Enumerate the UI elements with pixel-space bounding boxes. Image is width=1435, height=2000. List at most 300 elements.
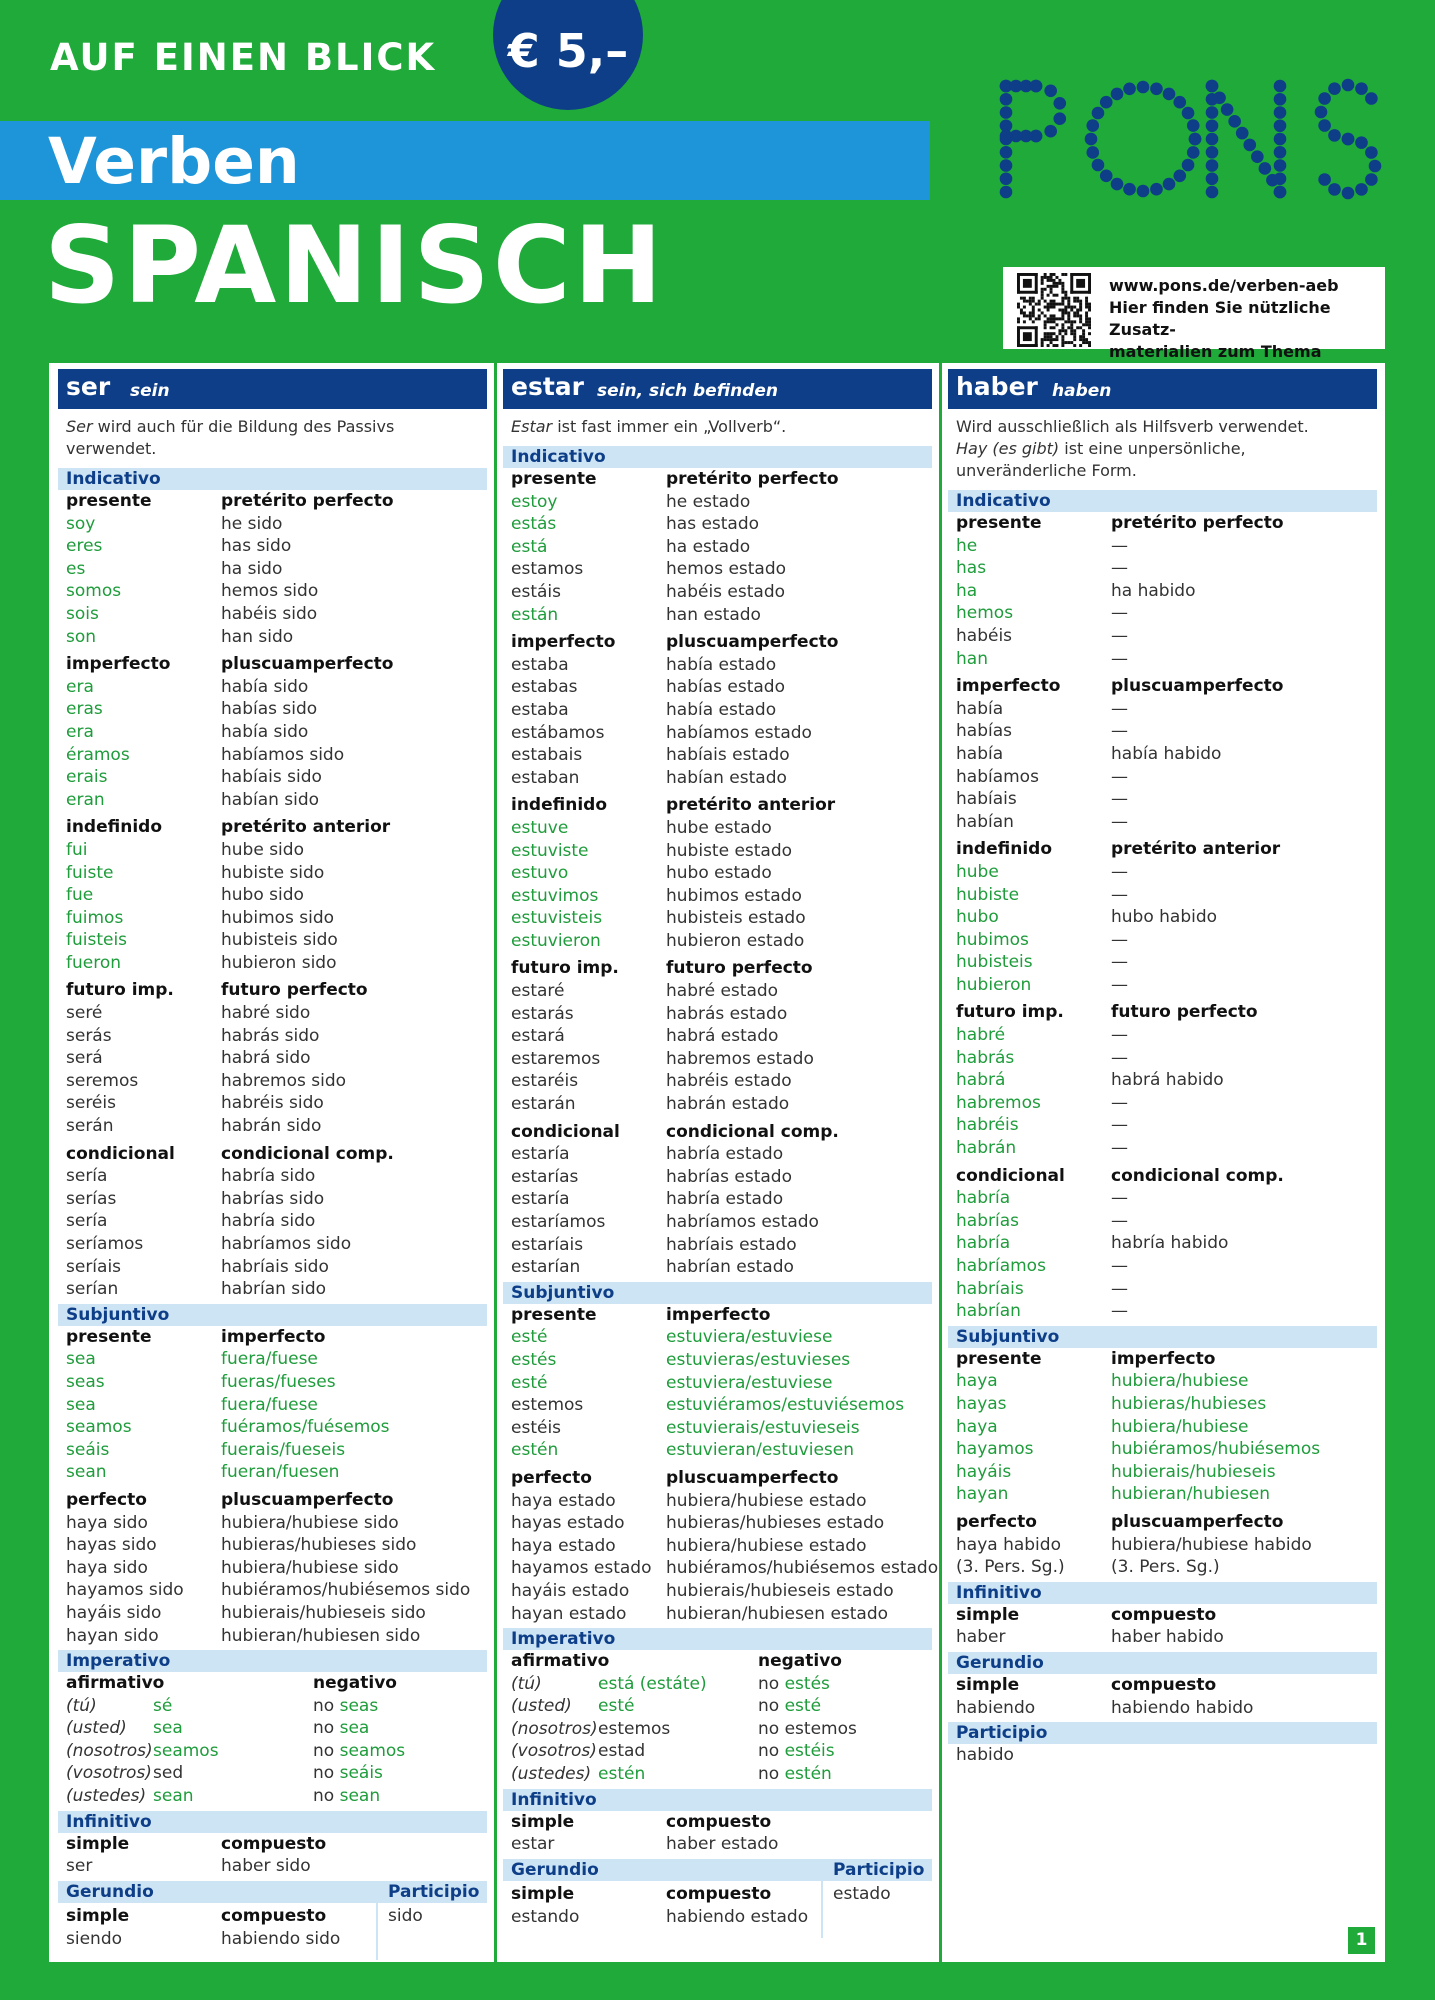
conjugation-form: he sido: [221, 513, 283, 534]
conjugation-form: estuvo: [511, 863, 569, 884]
section-header-indicativo: Indicativo: [503, 446, 932, 468]
tense-name: imperfecto: [1111, 1348, 1216, 1369]
conjugation-form: estemos: [511, 1395, 584, 1416]
conjugation-row: [948, 1047, 1377, 1070]
form-label: compuesto: [666, 1811, 772, 1832]
conjugation-form: hubiera/hubiese estado: [666, 1535, 867, 1556]
conjugation-row: [948, 743, 1377, 766]
conjugation-row: [58, 1210, 487, 1233]
tense-name: condicional comp.: [666, 1121, 839, 1142]
conjugation-form: hubiera/hubiese: [1111, 1416, 1249, 1437]
conjugation-form: hubiera/hubiese sido: [221, 1557, 399, 1578]
conjugation-form: habrás estado: [666, 1003, 788, 1024]
tense-header-row: [948, 838, 1377, 861]
conjugation-form: hayas sido: [66, 1535, 157, 1556]
conjugation-form: he: [956, 535, 978, 556]
conjugation-form: sería: [66, 1211, 108, 1232]
infinitive-form: haber: [956, 1627, 1006, 1648]
conjugation-form: estén: [511, 1440, 559, 1461]
conjugation-row: [58, 1602, 487, 1625]
imperativo-header-row: [503, 1650, 932, 1673]
negation-word: no: [313, 1786, 340, 1807]
conjugation-form: habrían estado: [666, 1257, 794, 1278]
conjugation-row: [503, 1535, 932, 1558]
conjugation-form: estarás: [511, 1003, 574, 1024]
conjugation-form: hayamos estado: [511, 1558, 652, 1579]
tense-name: pretérito perfecto: [1111, 513, 1284, 533]
gerundio-header-row: [58, 1905, 372, 1928]
infinitive-form: ser: [66, 1856, 93, 1877]
imperativo-form: estén: [598, 1764, 646, 1785]
note-italic: Hay (es gibt): [956, 439, 1060, 458]
conjugation-form: ha habido: [1111, 580, 1196, 601]
conjugation-form: hubieron: [956, 974, 1032, 995]
tense-header-row: [58, 1489, 487, 1512]
tense-name: futuro imp.: [66, 980, 174, 1001]
tense-header-row: [948, 1165, 1377, 1188]
conjugation-form: hubiste estado: [666, 840, 793, 861]
conjugation-form: hubiéramos/hubiésemos sido: [221, 1580, 471, 1601]
conjugation-form: —: [1111, 952, 1128, 973]
conjugation-form: —: [1111, 558, 1128, 579]
tense-name: imperfecto: [66, 654, 171, 675]
form-label: compuesto: [221, 1905, 327, 1926]
conjugation-row: [58, 1047, 487, 1070]
negative-form: [758, 1673, 830, 1696]
conjugation-row: [58, 1115, 487, 1138]
conjugation-form: hubisteis: [956, 952, 1033, 973]
conjugation-row: [948, 1210, 1377, 1233]
conjugation-form: hubo sido: [221, 885, 304, 906]
conjugation-form: estaríais: [511, 1234, 584, 1255]
verb-title-bar: [948, 369, 1377, 409]
imperativo-row: [503, 1763, 932, 1786]
section-header-imperativo: Imperativo: [503, 1628, 932, 1650]
conjugation-form: seré: [66, 1003, 103, 1024]
conjugation-form: habréis estado: [666, 1071, 792, 1092]
conjugation-row: [503, 1580, 932, 1603]
participio-divider: [821, 1859, 823, 1938]
tense-name: imperfecto: [666, 1304, 771, 1325]
form-label: simple: [511, 1883, 575, 1904]
conjugation-form: fue: [66, 885, 94, 906]
gerundio-header-row: [503, 1883, 817, 1906]
conjugation-form: hubierais/hubieseis sido: [221, 1602, 426, 1623]
conjugation-row: [58, 535, 487, 558]
conjugation-form: fuiste: [66, 862, 114, 883]
conjugation-form: hubimos sido: [221, 907, 335, 928]
tense-name: presente: [511, 469, 597, 489]
tense-name: condicional comp.: [1111, 1165, 1284, 1186]
imperativo-row: [503, 1673, 932, 1696]
conjugation-form: estuvimos: [511, 885, 599, 906]
negative-verb: estéis: [784, 1741, 835, 1762]
conjugation-form: estaban: [511, 767, 580, 788]
conjugation-row: [503, 1512, 932, 1535]
conjugation-row: [948, 1534, 1377, 1557]
conjugation-row: [58, 1188, 487, 1211]
conjugation-form: será: [66, 1048, 103, 1069]
infinitivo-row: [58, 1855, 487, 1878]
conjugation-form: estaría: [511, 1189, 570, 1210]
imperativo-form: esté: [598, 1696, 635, 1717]
page-number: 1: [1348, 1927, 1375, 1954]
negative-verb: estemos: [784, 1718, 857, 1739]
conjugation-form: ha: [956, 580, 978, 601]
conjugation-form: haya sido: [66, 1557, 148, 1578]
conjugation-row: [503, 1326, 932, 1349]
conjugation-form: fui: [66, 839, 88, 860]
conjugation-form: fueron: [66, 952, 122, 973]
form-label: simple: [956, 1674, 1020, 1695]
conjugation-form: eran: [66, 789, 105, 810]
conjugation-form: seas: [66, 1371, 105, 1392]
conjugation-form: esté: [511, 1372, 548, 1393]
conjugation-row: [503, 980, 932, 1003]
verb-translation: sein: [130, 381, 170, 401]
conjugation-form: hemos: [956, 603, 1014, 624]
conjugation-form: esté: [511, 1327, 548, 1348]
conjugation-row: [58, 1025, 487, 1048]
conjugation-row: [948, 1483, 1377, 1506]
conjugation-row: [503, 862, 932, 885]
negation-word: no: [758, 1764, 785, 1785]
tense-name: presente: [956, 513, 1042, 533]
conjugation-row: [58, 952, 487, 975]
conjugation-row: [948, 861, 1377, 884]
gerund-form: estando: [511, 1906, 580, 1927]
conjugation-form: haya estado: [511, 1490, 616, 1511]
negative-form: [758, 1695, 821, 1718]
conjugation-form: serás: [66, 1025, 112, 1046]
conjugation-form: estuvieron: [511, 930, 601, 951]
conjugation-form: has estado: [666, 514, 760, 535]
form-label: simple: [66, 1833, 130, 1854]
conjugation-row: [948, 580, 1377, 603]
negation-word: no: [313, 1740, 340, 1761]
conjugation-row: [58, 721, 487, 744]
conjugation-form: hayas: [956, 1393, 1007, 1414]
conjugation-form: estaría: [511, 1144, 570, 1165]
tense-name: pluscuamperfecto: [1111, 676, 1284, 697]
conjugation-form: habrás: [956, 1047, 1015, 1068]
qr-url[interactable]: www.pons.de/verben-aeb: [1109, 276, 1339, 295]
conjugation-form: había habido: [1111, 743, 1222, 764]
conjugation-row: [58, 1416, 487, 1439]
header-tagline: AUF EINEN BLICK: [50, 36, 437, 79]
conjugation-form: fuisteis: [66, 930, 128, 951]
conjugation-row: [948, 1556, 1377, 1579]
tense-header-row: [58, 1143, 487, 1166]
tense-header-row: [503, 1121, 932, 1144]
negative-form: [313, 1740, 405, 1763]
conjugation-row: [948, 1187, 1377, 1210]
conjugation-row: [58, 1579, 487, 1602]
conjugation-form: habíais sido: [221, 767, 322, 788]
conjugation-form: estábamos: [511, 722, 605, 743]
conjugation-form: estoy: [511, 491, 558, 512]
conjugation-form: habían estado: [666, 767, 787, 788]
conjugation-form: hemos estado: [666, 559, 787, 580]
conjugation-row: [948, 1278, 1377, 1301]
tense-name: pluscuamperfecto: [221, 654, 394, 675]
conjugation-form: es: [66, 558, 86, 579]
conjugation-row: [503, 676, 932, 699]
conjugation-form: habrá estado: [666, 1026, 779, 1047]
conjugation-form: estará: [511, 1026, 565, 1047]
conjugation-row: [58, 1439, 487, 1462]
conjugation-form: estuve: [511, 817, 569, 838]
conjugation-form: habrían: [956, 1301, 1021, 1322]
conjugation-form: habríamos estado: [666, 1212, 819, 1232]
conjugation-form: hayáis estado: [511, 1580, 630, 1601]
pronoun: (usted): [511, 1696, 572, 1717]
conjugation-form: habéis estado: [666, 581, 786, 602]
negation-word: no: [758, 1718, 785, 1739]
conjugation-row: [58, 1348, 487, 1371]
negative-verb: esté: [784, 1696, 822, 1717]
conjugation-row: [503, 1143, 932, 1166]
conjugation-form: habríamos sido: [221, 1234, 352, 1254]
imperativo-header-row: [58, 1672, 487, 1695]
conjugation-form: estarán: [511, 1094, 576, 1115]
conjugation-form: están: [511, 604, 559, 625]
negation-word: no: [758, 1673, 785, 1694]
conjugation-row: [503, 1439, 932, 1462]
conjugation-row: [503, 1394, 932, 1417]
tense-name: pretérito anterior: [1111, 839, 1281, 860]
conjugation-form: habrían sido: [221, 1279, 327, 1300]
imperativo-row: [58, 1695, 487, 1718]
conjugation-form: —: [1111, 974, 1128, 995]
conjugation-form: —: [1111, 929, 1128, 950]
conjugation-row: [58, 1512, 487, 1535]
conjugation-row: [948, 720, 1377, 743]
tense-name: pretérito anterior: [666, 795, 836, 816]
conjugation-form: hubieras/hubieses estado: [666, 1513, 885, 1534]
conjugation-form: hubimos: [956, 929, 1029, 950]
conjugation-form: —: [1111, 1092, 1128, 1113]
conjugation-row: [58, 558, 487, 581]
verb-title-bar: [503, 369, 932, 409]
conjugation-row: [503, 1003, 932, 1026]
imperativo-col: negativo: [758, 1651, 842, 1672]
section-header-gerundio: Gerundio: [503, 1859, 825, 1881]
conjugation-form: estáis: [511, 581, 561, 602]
conjugation-form: fueran/fuesen: [221, 1462, 340, 1483]
conjugation-form: habrán estado: [666, 1094, 790, 1115]
gerundio-row: [58, 1928, 372, 1951]
section-header-indicativo: Indicativo: [58, 468, 487, 490]
negative-form: [313, 1717, 369, 1740]
conjugation-row: [58, 884, 487, 907]
conjugation-form: había: [956, 698, 1004, 719]
conjugation-form: sea: [66, 1349, 96, 1370]
conjugation-form: hubiéramos/hubiésemos estado: [666, 1558, 939, 1579]
conjugation-form: soy: [66, 513, 96, 534]
participle-form: habido: [956, 1745, 1014, 1766]
gerundio-participio-block: [58, 1881, 487, 1960]
conjugation-row: [948, 1232, 1377, 1255]
tense-name: imperfecto: [221, 1326, 326, 1347]
verb-title-bar: [58, 369, 487, 409]
conjugation-row: [503, 1234, 932, 1257]
conjugation-form: estéis: [511, 1417, 562, 1438]
infinitive-form: estar: [511, 1834, 555, 1855]
conjugation-form: haya habido: [956, 1534, 1061, 1555]
section-header-indicativo: Indicativo: [948, 490, 1377, 512]
conjugation-form: habría: [956, 1188, 1011, 1209]
conjugation-form: —: [1111, 861, 1128, 882]
imperativo-form: sed: [153, 1763, 184, 1784]
negative-form: [313, 1785, 380, 1808]
conjugation-row: [58, 839, 487, 862]
conjugation-form: serán: [66, 1116, 114, 1137]
pronoun: (vosotros): [511, 1741, 597, 1762]
conjugation-form: hubierais/hubieseis: [1111, 1461, 1276, 1482]
tense-name: pretérito perfecto: [221, 491, 394, 511]
conjugation-row: [58, 1256, 487, 1279]
conjugation-form: habías sido: [221, 699, 318, 720]
participio-row: [380, 1905, 479, 1928]
tense-header-row: [948, 1001, 1377, 1024]
section-header-gerundio: Gerundio: [948, 1652, 1377, 1674]
conjugation-row: [503, 1070, 932, 1093]
conjugation-form: estuvierais/estuvieseis: [666, 1417, 860, 1438]
conjugation-form: había: [956, 743, 1004, 764]
conjugation-form: había sido: [221, 721, 309, 742]
conjugation-form: —: [1111, 1301, 1128, 1322]
conjugation-form: —: [1111, 766, 1128, 787]
imperativo-form: estad: [598, 1741, 646, 1762]
negative-verb: seas: [339, 1695, 379, 1716]
conjugation-form: son: [66, 626, 97, 647]
qr-desc-2: materialien zum Thema: [1109, 342, 1322, 361]
gerundio-participio-block: [503, 1859, 932, 1938]
form-label: simple: [956, 1604, 1020, 1625]
conjugation-form: estarías: [511, 1166, 579, 1187]
imperativo-form: sea: [153, 1718, 183, 1739]
conjugation-form: hube sido: [221, 839, 304, 860]
tense-name: pretérito anterior: [221, 817, 391, 838]
conjugation-form: ha sido: [221, 558, 283, 579]
participio-row: [825, 1883, 924, 1906]
tense-header-row: [58, 1326, 487, 1349]
infinitivo-header-row: [948, 1604, 1377, 1627]
conjugation-form: seamos: [66, 1417, 132, 1438]
pronoun: (ustedes): [66, 1786, 147, 1807]
verb-note: [503, 409, 932, 443]
tense-name: perfecto: [66, 1489, 147, 1510]
imperativo-row: [503, 1718, 932, 1741]
page-title: SPANISCH: [44, 204, 666, 327]
conjugation-form: fuera/fuese: [221, 1394, 318, 1415]
conjugation-form: habíamos: [956, 766, 1039, 787]
conjugation-row: [948, 811, 1377, 834]
conjugation-form: hubiste sido: [221, 862, 325, 883]
conjugation-row: [58, 1534, 487, 1557]
conjugation-form: habríais: [956, 1278, 1024, 1299]
imperativo-form: seamos: [153, 1740, 219, 1761]
pronoun: (vosotros): [66, 1763, 152, 1784]
conjugation-row: [503, 1557, 939, 1580]
conjugation-row: [503, 1372, 932, 1395]
negation-word: no: [758, 1696, 785, 1717]
conjugation-form: habrá habido: [1111, 1070, 1224, 1091]
conjugation-form: —: [1111, 1278, 1128, 1299]
pronoun: (tú): [511, 1673, 542, 1694]
tense-name: indefinido: [66, 817, 163, 838]
note-text: ist eine unpersönliche, unveränderliche Form.: [956, 439, 1246, 480]
qr-code-icon[interactable]: [1017, 273, 1091, 347]
qr-box: [1003, 267, 1385, 361]
imperativo-col: afirmativo: [511, 1651, 610, 1672]
conjugation-form: somos: [66, 581, 122, 602]
conjugation-row: [58, 513, 487, 536]
conjugation-form: hayáis: [956, 1461, 1012, 1482]
conjugation-row: [948, 698, 1377, 721]
note-line: Wird ausschließlich als Hilfsverb verwendet.: [956, 417, 1309, 436]
conjugation-row: [948, 1461, 1377, 1484]
conjugation-form: —: [1111, 884, 1128, 905]
conjugation-form: habrá: [956, 1070, 1006, 1091]
conjugation-row: [503, 558, 932, 581]
conjugation-form: hubierais/hubieseis estado: [666, 1580, 894, 1601]
verb-translation: haben: [1052, 381, 1112, 401]
conjugation-form: habéis sido: [221, 603, 318, 624]
conjugation-form: —: [1111, 698, 1128, 719]
tense-name: condicional: [66, 1143, 175, 1164]
conjugation-form: seríamos: [66, 1234, 144, 1254]
conjugation-row: [948, 1069, 1377, 1092]
conjugation-row: [503, 1211, 932, 1234]
conjugation-form: estaba: [511, 699, 569, 720]
negation-word: no: [313, 1695, 340, 1716]
conjugation-row: [58, 789, 487, 812]
conjugation-form: estuviera/estuviese: [666, 1327, 833, 1348]
conjugation-form: estabas: [511, 677, 578, 698]
conjugation-form: estamos: [511, 559, 584, 580]
conjugation-form: habrán: [956, 1138, 1017, 1159]
conjugation-form: era: [66, 676, 94, 697]
tense-name: pluscuamperfecto: [1111, 1511, 1284, 1532]
conjugation-form: habrías sido: [221, 1188, 325, 1209]
pronoun: (tú): [66, 1695, 97, 1716]
conjugation-row: [503, 536, 932, 559]
imperativo-form: está (estáte): [598, 1673, 707, 1694]
conjugation-form: hubieron estado: [666, 930, 805, 951]
tense-header-row: [503, 631, 932, 654]
conjugation-form: has: [956, 558, 987, 579]
conjugation-row: [58, 1165, 487, 1188]
conjugation-form: estuviera/estuviese: [666, 1372, 833, 1393]
tense-name: presente: [66, 1326, 152, 1347]
tense-name: futuro imp.: [511, 958, 619, 979]
conjugation-form: había estado: [666, 654, 777, 675]
conjugation-row: [503, 885, 932, 908]
conjugation-row: [58, 1233, 487, 1256]
participio-divider: [376, 1881, 378, 1960]
conjugation-form: —: [1111, 811, 1128, 832]
infinitivo-row: [948, 1626, 1377, 1649]
section-header-imperativo: Imperativo: [58, 1650, 487, 1672]
conjugation-row: [948, 1300, 1377, 1323]
conjugation-row: [948, 1255, 1377, 1278]
conjugation-row: [503, 722, 932, 745]
negation-word: no: [758, 1741, 785, 1762]
conjugation-form: sería: [66, 1166, 108, 1187]
conjugation-row: [948, 1137, 1377, 1160]
